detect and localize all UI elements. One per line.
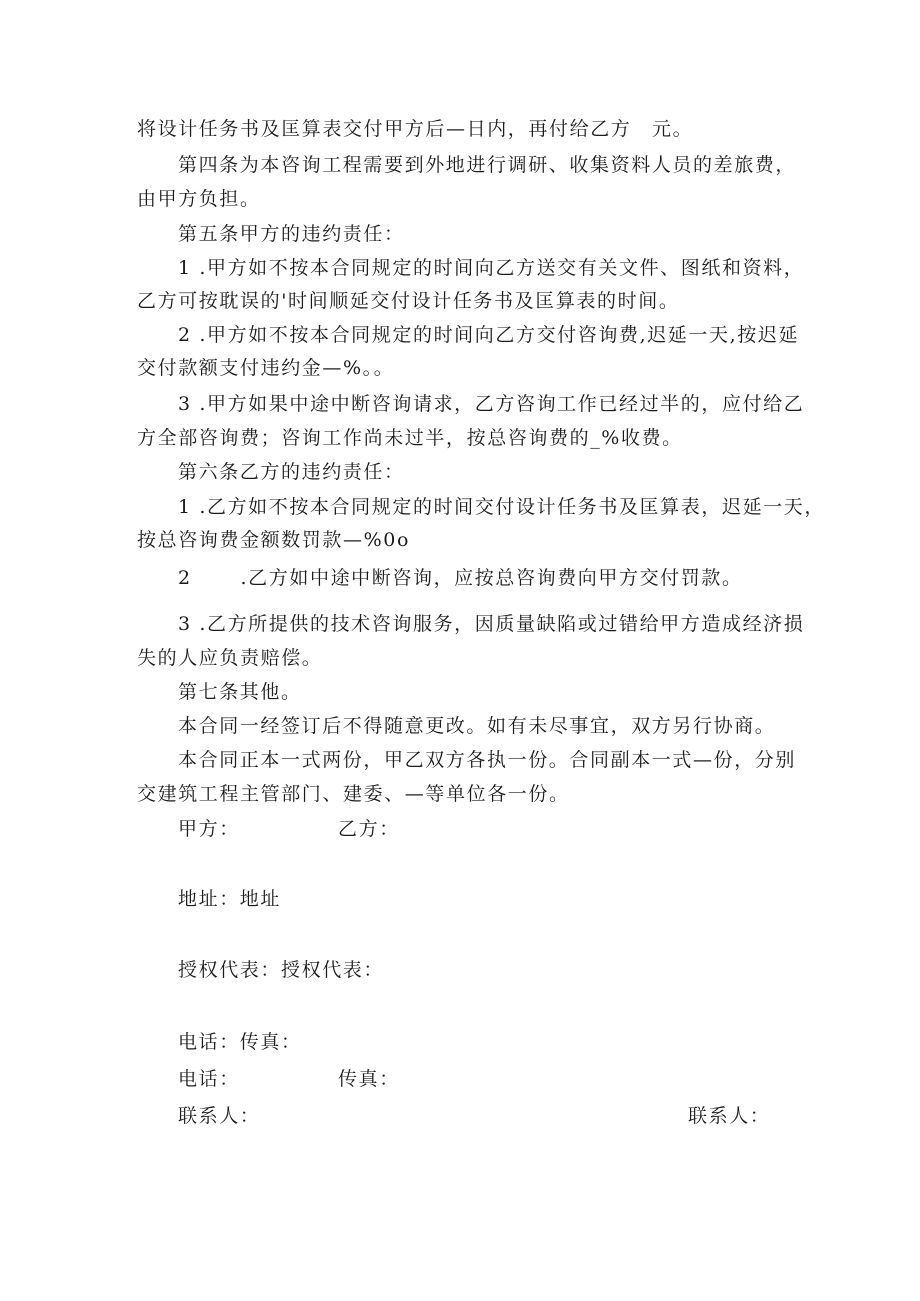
article-4-line: 第四条为本咨询工程需要到外地进行调研、收集资料人员的差旅费，: [178, 154, 797, 176]
address-line: 地址：地址: [178, 888, 282, 910]
article-5-heading: 第五条甲方的违约责任：: [178, 223, 405, 245]
body-line: 方全部咨询费；咨询工作尚未过半，按总咨询费的_%收费。: [137, 427, 683, 449]
body-line: 将设计任务书及匡算表交付甲方后—日内，再付给乙方 元。: [137, 118, 694, 140]
contact-left-label: 联系人：: [178, 1105, 261, 1127]
fax-label: 传真：: [338, 1068, 400, 1090]
body-line: 1 .乙方如不按本合同规定的时间交付设计任务书及匡算表，迟延一天，: [178, 496, 825, 518]
contact-right-label: 联系人：: [688, 1105, 771, 1127]
body-line: 3 .乙方所提供的技术咨询服务，因质量缺陷或过错给甲方造成经济损: [178, 613, 805, 635]
party-a-label: 甲方：: [178, 818, 240, 840]
body-line: 本合同一经签订后不得随意更改。如有未尽事宜，双方另行协商。: [178, 715, 776, 737]
phone-label: 电话：: [178, 1068, 240, 1090]
authorized-rep-line: 授权代表：授权代表：: [178, 959, 385, 981]
phone-fax-line: 电话：传真：: [178, 1031, 302, 1053]
body-line: 2 .甲方如不按本合同规定的时间向乙方交付咨询费,迟延一天,按迟延: [178, 324, 800, 346]
body-line: 由甲方负担。: [137, 188, 261, 210]
article-6-heading: 第六条乙方的违约责任：: [178, 461, 405, 483]
body-line: 1 .甲方如不按本合同规定的时间向乙方送交有关文件、图纸和资料，: [178, 257, 805, 279]
body-line: 按总咨询费金额数罚款—%0o: [137, 529, 410, 551]
body-line: 本合同正本一式两份，甲乙双方各执一份。合同副本一式—份，分别: [178, 749, 797, 771]
article-7-heading: 第七条其他。: [178, 681, 302, 703]
body-line: 交付款额支付违约金—%。。: [137, 357, 395, 379]
body-line: 2 .乙方如中途中断咨询，应按总咨询费向甲方交付罚款。: [178, 567, 743, 589]
body-line: 3 .甲方如果中途中断咨询请求，乙方咨询工作已经过半的，应付给乙: [178, 393, 805, 415]
body-line: 交建筑工程主管部门、建委、—等单位各一份。: [137, 783, 570, 805]
body-line: 失的人应负责赔偿。: [137, 647, 323, 669]
party-b-label: 乙方：: [338, 818, 400, 840]
body-line: 乙方可按耽误的'时间顺延交付设计任务书及匡算表的时间。: [137, 290, 680, 312]
